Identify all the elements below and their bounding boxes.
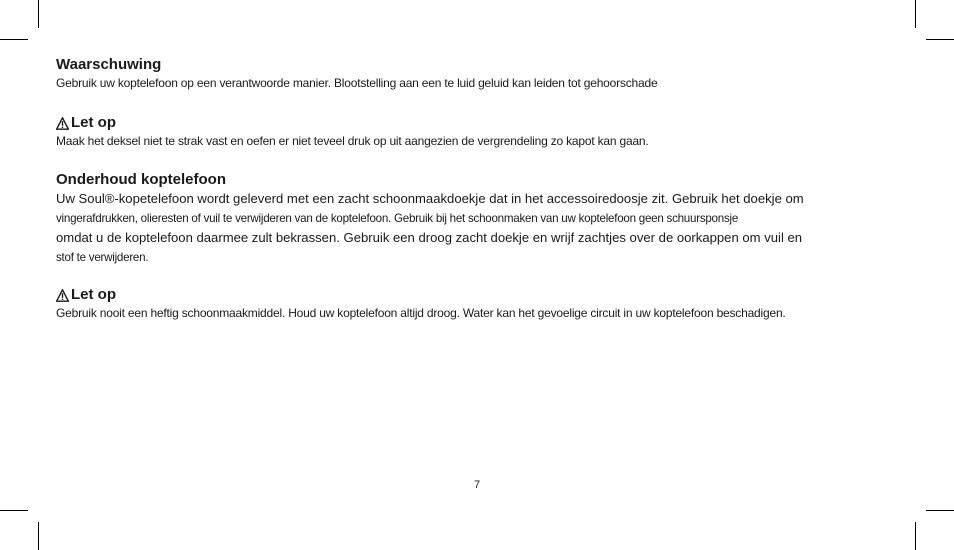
caution-section-1 <box>56 114 898 151</box>
caution-heading-2 <box>56 286 898 304</box>
caution-text-1: Maak het deksel niet te strak vast en oefen er niet teveel druk op uit aangezien de vergrendeling zo kapot kan gaan. <box>56 134 649 148</box>
crop-mark-bottom-left-horizontal <box>0 510 28 511</box>
maintenance-line-4: stof te verwijderen. <box>56 251 149 264</box>
maintenance-text <box>56 189 898 267</box>
warning-section <box>56 56 898 93</box>
crop-mark-top-right-vertical <box>915 0 916 28</box>
caution-section-2 <box>56 286 898 323</box>
caution-heading-1 <box>56 114 898 132</box>
maintenance-heading-text: Onderhoud koptelefoon <box>56 171 226 188</box>
warning-triangle-icon <box>56 117 69 130</box>
crop-mark-bottom-right-horizontal <box>926 510 954 511</box>
page-content <box>56 56 898 323</box>
maintenance-line-3: omdat u de koptelefoon daarmee zult bekrassen. Gebruik een droog zacht doekje en wrijf zachtjes over de oorkappen om vuil en <box>56 230 803 245</box>
warning-heading-text: Waarschuwing <box>56 56 162 73</box>
warning-triangle-icon <box>56 289 69 302</box>
page-number: 7 <box>473 479 481 491</box>
caution-heading-2-text: Let op <box>71 286 116 303</box>
crop-mark-top-left-horizontal <box>0 39 28 40</box>
crop-mark-top-left-vertical <box>38 0 39 28</box>
crop-mark-bottom-right-vertical <box>915 522 916 550</box>
crop-mark-top-right-horizontal <box>926 39 954 40</box>
caution-heading-1-text: Let op <box>71 114 116 131</box>
crop-mark-bottom-left-vertical <box>38 522 39 550</box>
warning-heading <box>56 56 898 74</box>
warning-text: Gebruik uw koptelefoon op een verantwoorde manier. Blootstelling aan een te luid geluid kan leiden tot gehoorschade <box>56 76 658 90</box>
caution-text-2: Gebruik nooit een heftig schoonmaakmiddel. Houd uw koptelefoon altijd droog. Water kan het gevoelige circuit in uw koptelefoon beschadigen. <box>56 306 786 320</box>
maintenance-section <box>56 171 898 267</box>
maintenance-line-1: Uw Soul®-kopetelefoon wordt geleverd met een zacht schoonmaakdoekje dat in het accessoiredoosje zit. Gebruik het doekje om <box>56 191 804 206</box>
maintenance-line-2: vingerafdrukken, olieresten of vuil te verwijderen van de koptelefoon. Gebruik bij het schoonmaken van uw koptelefoon geen schuursponsje <box>56 212 739 225</box>
maintenance-heading <box>56 171 898 189</box>
